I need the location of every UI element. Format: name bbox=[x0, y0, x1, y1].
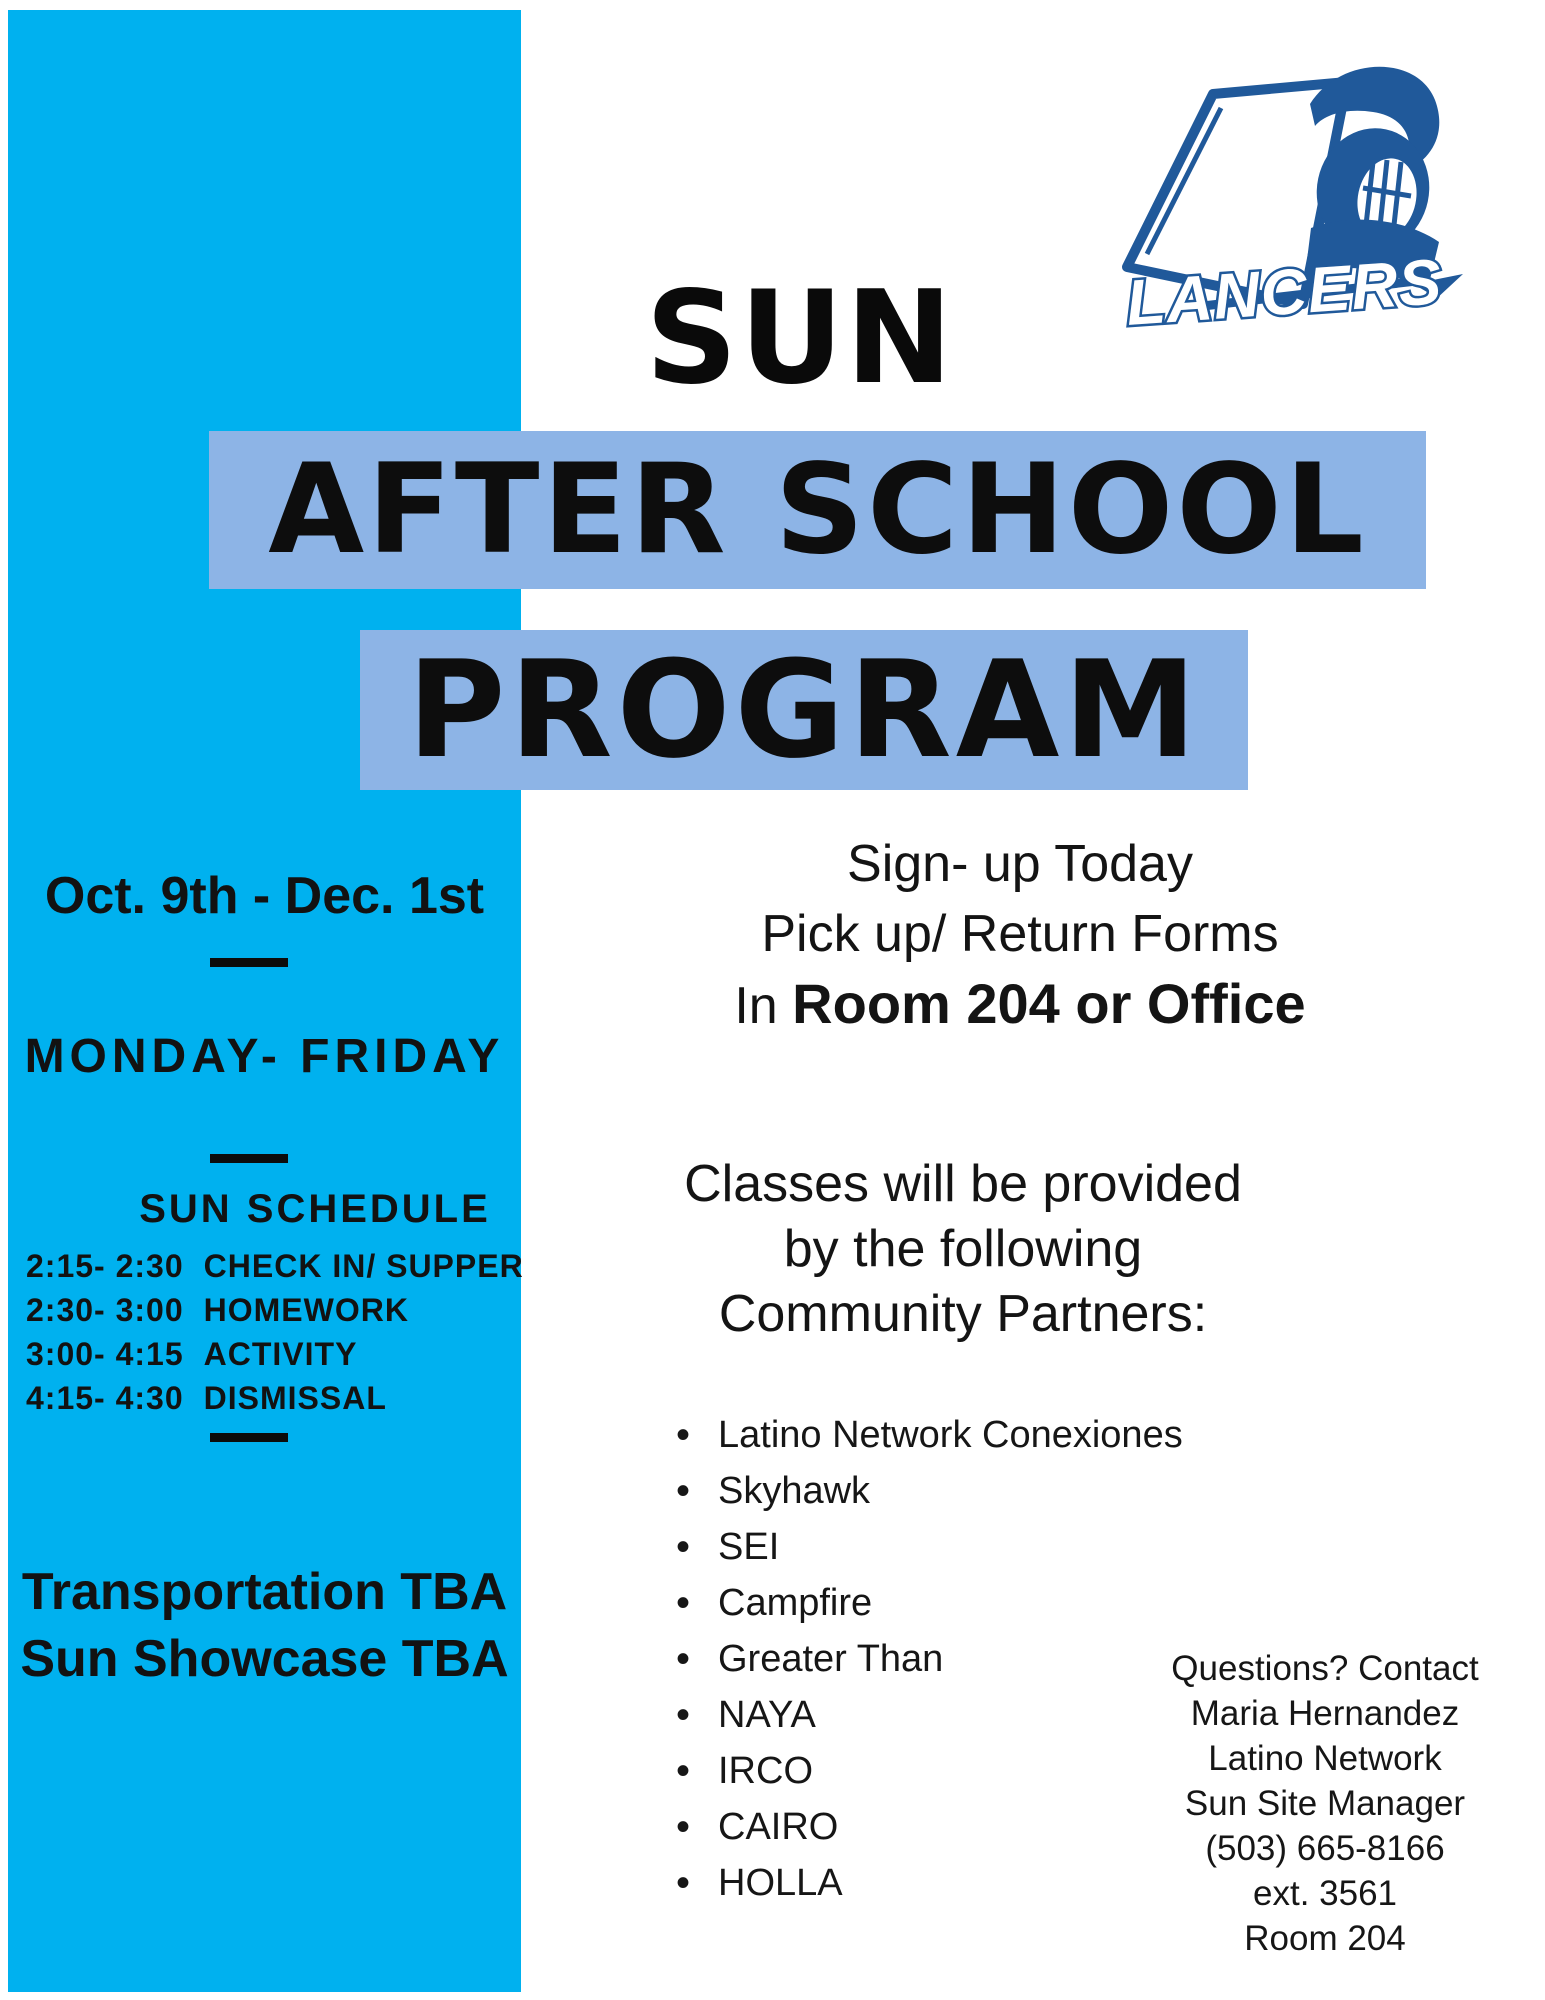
partner-item: • HOLLA bbox=[676, 1855, 1296, 1911]
schedule-table bbox=[26, 1244, 526, 1420]
classes-line-3: Community Partners: bbox=[718, 1285, 1208, 1343]
partner-item: • Skyhawk bbox=[676, 1463, 1296, 1519]
tba-block bbox=[8, 1559, 521, 1693]
left-color-band bbox=[8, 10, 521, 1992]
title-banner-program-text: PROGRAM bbox=[407, 632, 1201, 788]
schedule-title: SUN SCHEDULE bbox=[139, 1187, 491, 1231]
partner-item: • Latino Network Conexiones bbox=[676, 1407, 1296, 1463]
showcase-note: Sun Showcase TBA bbox=[20, 1630, 509, 1688]
schedule-time: 2:15- 2:30 bbox=[26, 1248, 184, 1284]
signup-line-3 bbox=[650, 969, 1390, 1041]
page-title: SUN bbox=[645, 264, 955, 413]
schedule-activity: DISMISSAL bbox=[203, 1380, 387, 1416]
schedule-activity: HOMEWORK bbox=[203, 1292, 409, 1328]
classes-line-2: by the following bbox=[783, 1220, 1143, 1278]
schedule-activity: ACTIVITY bbox=[203, 1336, 358, 1372]
program-date-range: Oct. 9th - Dec. 1st bbox=[44, 867, 485, 925]
lancers-logo bbox=[1085, 42, 1480, 382]
divider bbox=[210, 1433, 288, 1442]
partner-item: • Campfire bbox=[676, 1575, 1296, 1631]
contact-line: Maria Hernandez bbox=[1190, 1694, 1460, 1733]
contact-block bbox=[1125, 1646, 1525, 1961]
contact-line: (503) 665-8166 bbox=[1205, 1829, 1445, 1868]
lancers-wordmark: LANCERS bbox=[1123, 245, 1445, 339]
transportation-note: Transportation TBA bbox=[21, 1563, 508, 1621]
partner-item: • IRCO bbox=[676, 1743, 1296, 1799]
contact-line: ext. 3561 bbox=[1253, 1874, 1397, 1913]
schedule-row bbox=[26, 1376, 526, 1420]
signup-room-prefix: In bbox=[734, 977, 793, 1035]
program-days: MONDAY- FRIDAY bbox=[24, 1030, 505, 1083]
title-banner-program bbox=[360, 630, 1248, 790]
partner-item: • SEI bbox=[676, 1519, 1296, 1575]
signup-block bbox=[650, 829, 1390, 1041]
schedule-time: 3:00- 4:15 bbox=[26, 1336, 184, 1372]
signup-line-2: Pick up/ Return Forms bbox=[761, 905, 1279, 963]
partner-item: • NAYA bbox=[676, 1687, 1296, 1743]
partner-item: • CAIRO bbox=[676, 1799, 1296, 1855]
contact-line: Questions? Contact bbox=[1171, 1649, 1479, 1688]
signup-room-location: Room 204 or Office bbox=[792, 972, 1306, 1035]
title-banner-after-school bbox=[209, 431, 1426, 589]
knight-mascot-icon bbox=[1085, 42, 1480, 382]
partner-item: • Greater Than bbox=[676, 1631, 1296, 1687]
schedule-row bbox=[26, 1244, 526, 1288]
contact-line: Latino Network bbox=[1208, 1739, 1442, 1778]
divider bbox=[210, 958, 288, 967]
schedule-activity: CHECK IN/ SUPPER bbox=[203, 1248, 524, 1284]
schedule-time: 4:15- 4:30 bbox=[26, 1380, 184, 1416]
schedule-time: 2:30- 3:00 bbox=[26, 1292, 184, 1328]
classes-intro-block bbox=[593, 1152, 1333, 1347]
signup-line-1: Sign- up Today bbox=[847, 835, 1193, 893]
schedule-row bbox=[26, 1332, 526, 1376]
contact-line: Room 204 bbox=[1244, 1919, 1406, 1958]
classes-line-1: Classes will be provided bbox=[684, 1155, 1242, 1213]
divider bbox=[210, 1154, 288, 1163]
title-banner-after-school-text: AFTER SCHOOL bbox=[268, 438, 1367, 582]
schedule-row bbox=[26, 1288, 526, 1332]
contact-line: Sun Site Manager bbox=[1184, 1784, 1466, 1823]
